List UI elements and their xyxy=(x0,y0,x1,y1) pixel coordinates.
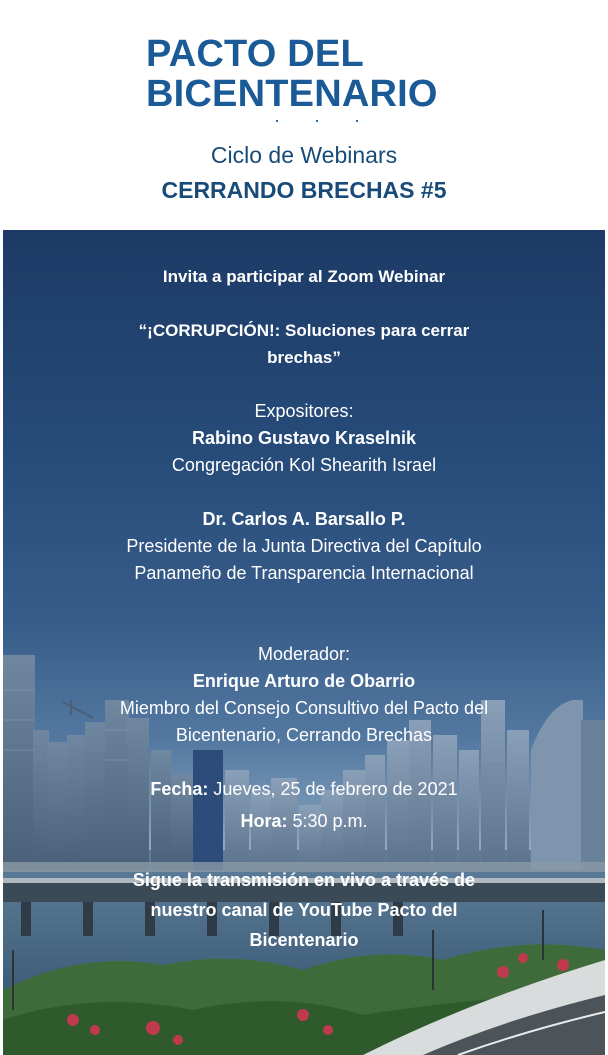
time-label: Hora: xyxy=(240,811,288,831)
logo xyxy=(146,34,438,114)
series-title: Ciclo de Webinars xyxy=(210,142,398,168)
logo-line-2: BICENTENARIO xyxy=(146,73,438,115)
stream-line-2: nuestro canal de YouTube Pacto del xyxy=(150,900,458,920)
talk-title-line-2: brechas” xyxy=(267,348,341,367)
speaker-1-name: Rabino Gustavo Kraselnik xyxy=(191,428,417,448)
invite-intro: Invita a participar al Zoom Webinar xyxy=(162,267,446,286)
moderator-role-line-1: Miembro del Consejo Consultivo del Pacto del xyxy=(119,698,489,718)
moderator-name: Enrique Arturo de Obarrio xyxy=(192,671,416,691)
speaker-2-role-line-2: Panameño de Transparencia Internacional xyxy=(134,563,474,583)
speaker-1-org: Congregación Kol Shearith Israel xyxy=(171,455,437,475)
stream-line-1: Sigue la transmisión en vivo a través de xyxy=(132,870,476,890)
date-value: Jueves, 25 de febrero de 2021 xyxy=(208,779,458,799)
event-date xyxy=(3,776,605,803)
logo-underline xyxy=(276,120,396,122)
time-value: 5:30 p.m. xyxy=(287,811,368,831)
speaker-2-role-line-1: Presidente de la Junta Directiva del Capítulo xyxy=(126,536,482,556)
moderator-role-line-2: Bicentenario, Cerrando Brechas xyxy=(175,725,433,745)
event-poster xyxy=(3,230,605,1055)
talk-title-line-1: “¡CORRUPCIÓN!: Soluciones para cerrar xyxy=(138,321,470,340)
header xyxy=(0,0,608,230)
edition-title: CERRANDO BRECHAS #5 xyxy=(161,177,447,203)
speaker-2-name: Dr. Carlos A. Barsallo P. xyxy=(202,509,406,529)
moderator-label: Moderador: xyxy=(257,644,351,664)
date-label: Fecha: xyxy=(150,779,209,799)
logo-line-1: PACTO DEL xyxy=(146,33,364,75)
event-time xyxy=(3,808,605,835)
speakers-label: Expositores: xyxy=(254,401,354,421)
stream-line-3: Bicentenario xyxy=(249,930,359,950)
